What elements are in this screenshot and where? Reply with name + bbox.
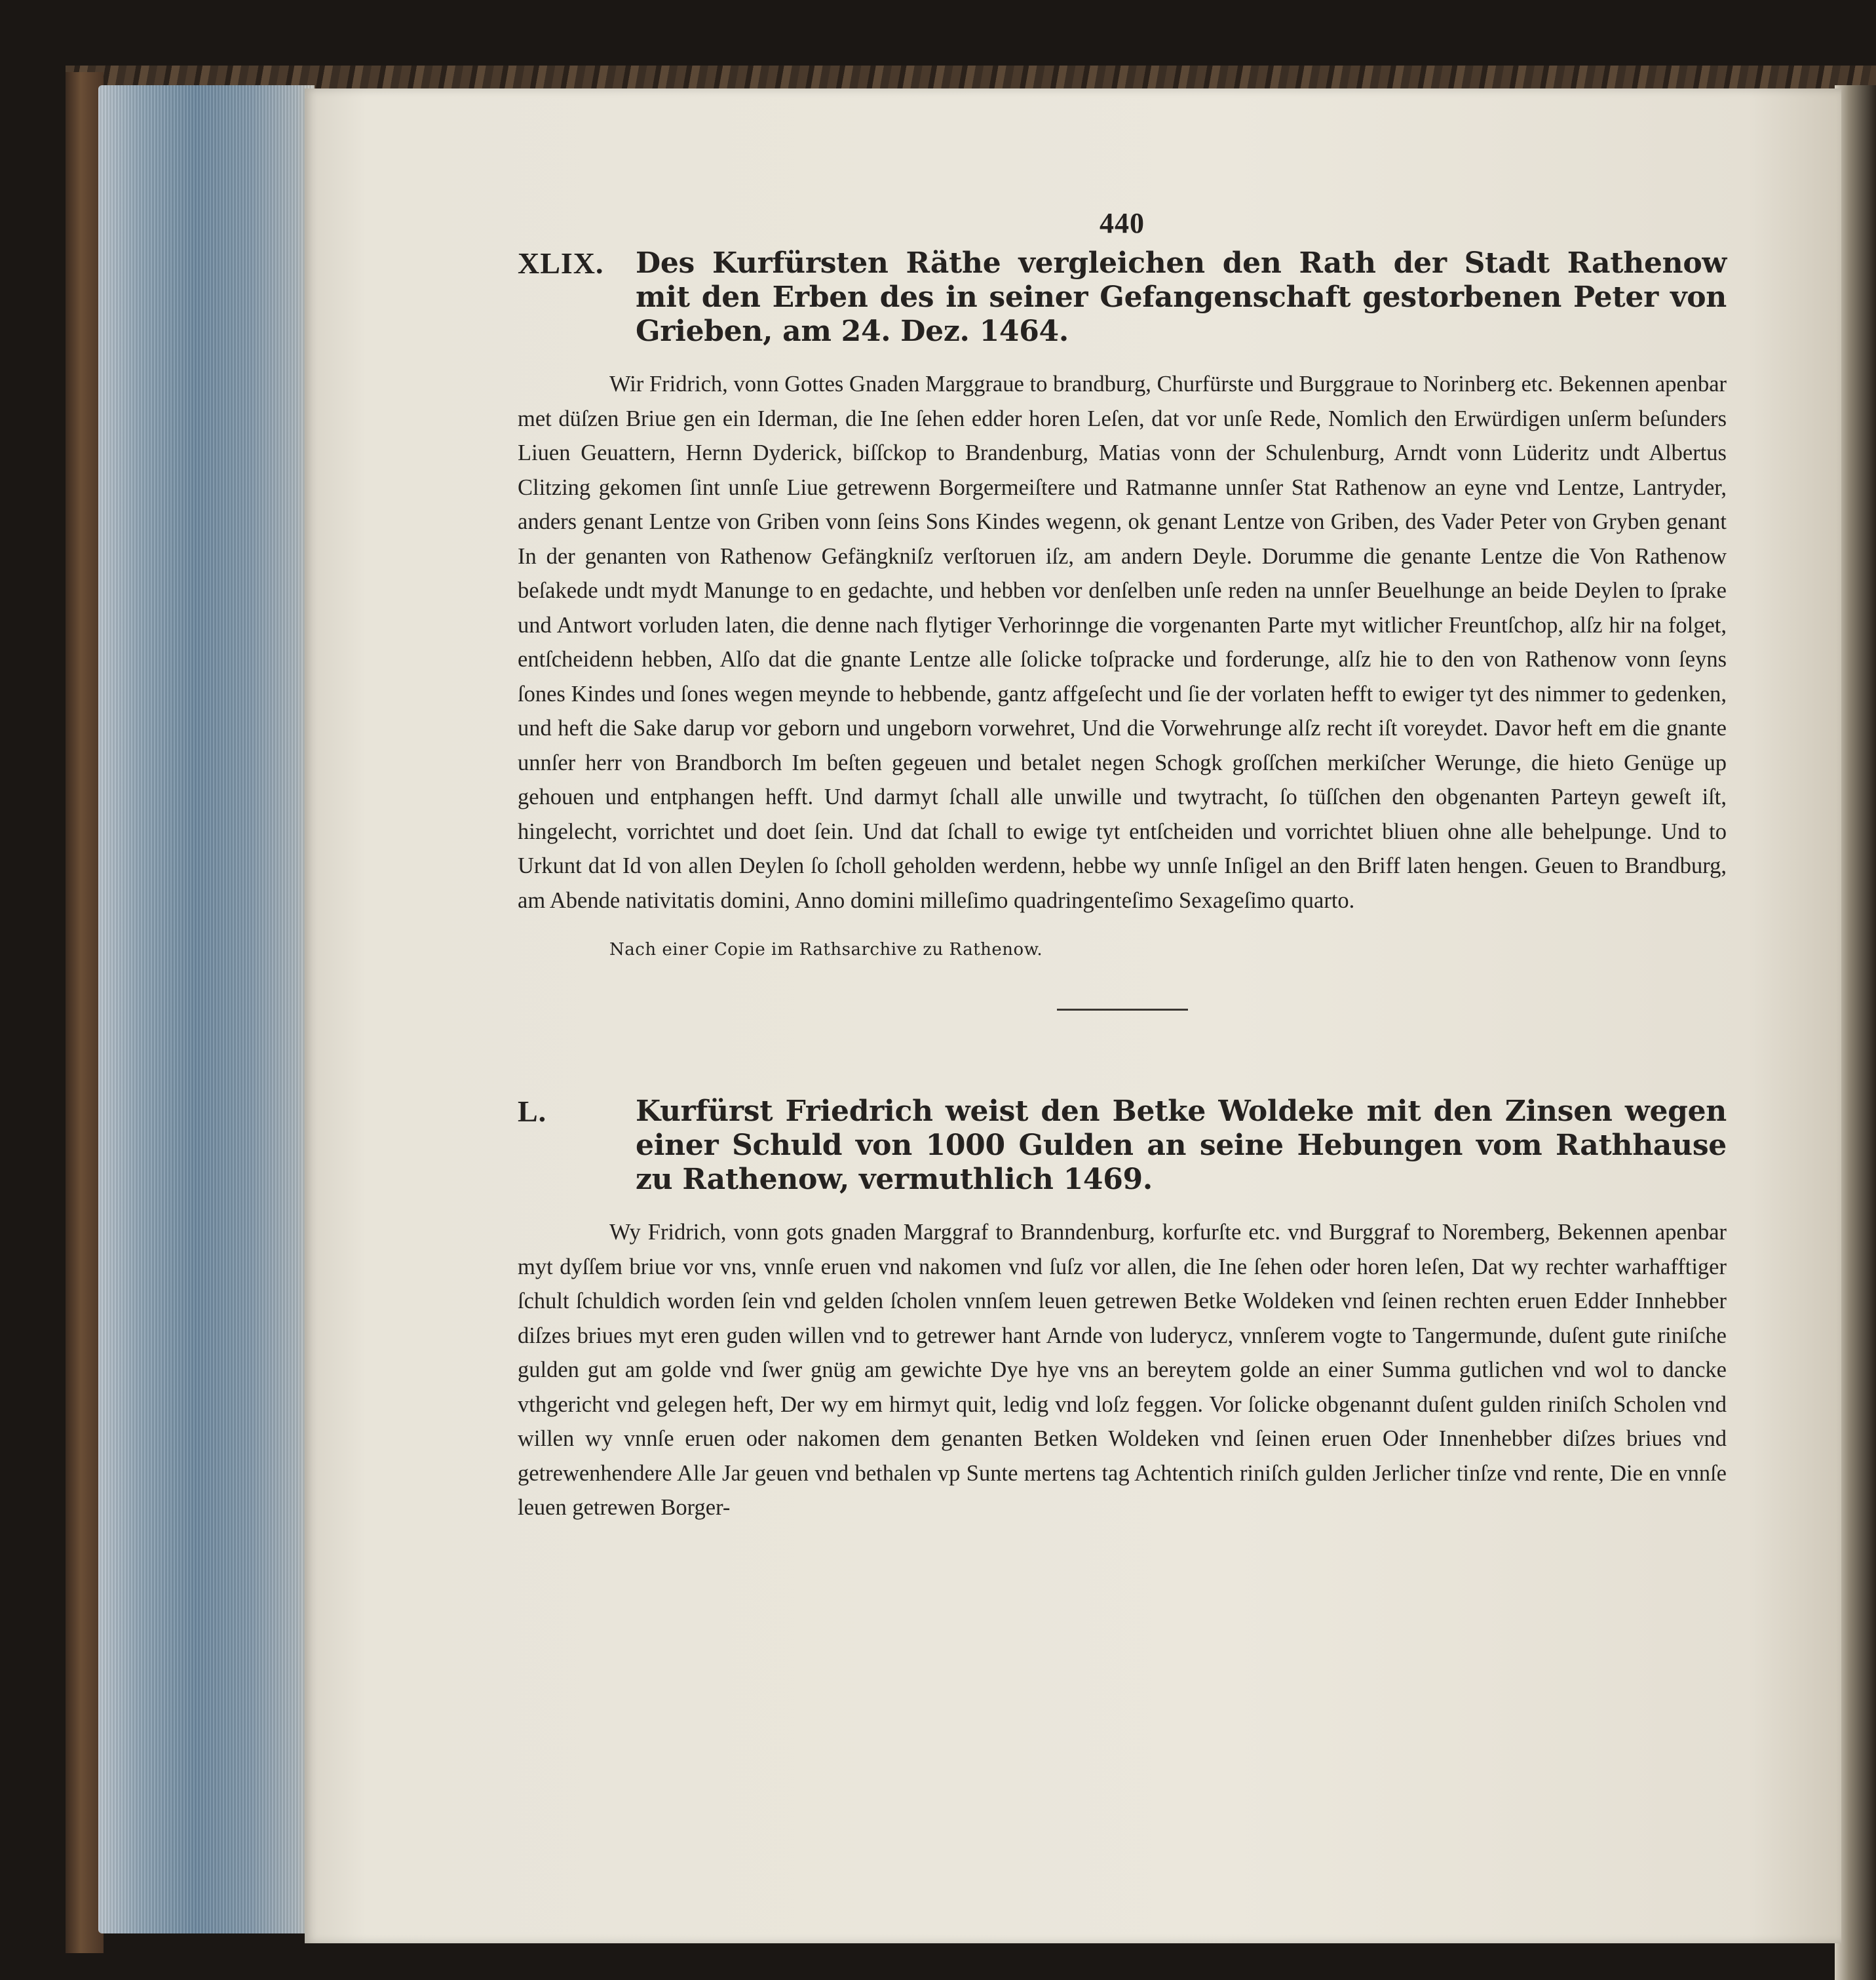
section-heading [518, 246, 1727, 349]
page-number: 440 [1100, 207, 1145, 239]
section-number: XLIX. [518, 246, 604, 280]
page-block-edge [98, 85, 315, 1933]
text-block [518, 206, 1727, 1525]
section-title: Des Kurfürsten Räthe vergleichen den Rath der Stadt Rathenow mit den Erben des in seiner Gefangenschaft gestorbenen Peter von Grieben, am 24. Dez. 1464. [636, 246, 1727, 348]
section-divider [1057, 1009, 1188, 1011]
section-heading [518, 1095, 1727, 1197]
section-body: Wy Fridrich, vonn gots gnaden Marggraf to Branndenburg, korfurſte etc. vnd Burggraf to Noremberg, Bekennen apenbar myt dyſſem briue vor vns, vnnſe eruen vnd nakomen vnd ſuſz vor allen, die Ine ſehen oder horen leſen, Dat wy rechter warhafftiger ſchult ſchuldich worden ſein vnd gelden ſcholen vnnſem leuen getrewen Betke Woldeken vnd ſeinen rechten eruen Edder Innhebber diſzes briues myt eren guden willen vnd to getrewer hant Arnde von luderycz, vnnſerem vogte to Tangermunde, duſent gute riniſche gulden gut am golde vnd ſwer gnüg am gewichte Dye hye vns an bereytem golde an einer Summa gutlichen vnd wol to dancke vthgericht vnd gelegen heft, Der wy em hirmyt quit, ledig vnd loſz feggen. Vor ſolicke obgenannt duſent gulden riniſch Scholen vnd willen wy vnnſe eruen oder nakomen dem genanten Betken Woldeken vnd ſeinen eruen Oder Innenhebber diſzes briues vnd getrewenhendere Alle Jar geuen vnd bethalen vp Sunte mertens tag Achtentich riniſch gulden Jerlicher tinſze vnd rente, Die en vnnſe leuen getrewen Borger- [518, 1220, 1727, 1520]
source-note: Nach einer Copie im Rathsarchive zu Rathenow. [609, 940, 1043, 960]
document-section-l [518, 1095, 1727, 1525]
book-page [305, 88, 1841, 1943]
section-title: Kurfürst Friedrich weist den Betke Woldeke mit den Zinsen wegen einer Schuld von 1000 Gulden an seine Hebungen vom Rathhause zu Rathenow, vermuthlich 1469. [636, 1095, 1727, 1196]
section-body: Wir Fridrich, vonn Gottes Gnaden Marggraue to brandburg, Churfürste und Burggraue to Norinberg etc. Bekennen apenbar met düſzen Briue gen ein Iderman, die Ine ſehen edder horen Leſen, dat vor unſe Rede, Nomlich den Erwürdigen unſerm beſunders Liuen Geuattern, Hernn Dyderick, biſſckop to Brandenburg, Matias vonn der Schulenburg, Arndt vonn Lüderitz undt Albertus Clitzing gekomen ſint unnſe Liue getrewenn Borgermeiſtere und Ratmanne unnſer Stat Rathenow an eyne vnd Lentze, Lantryder, anders genant Lentze von Griben vonn ſeins Sons Kindes wegenn, ok genant Lentze von Griben, des Vader Peter von Gryben genant In der genanten von Rathenow Gefängkniſz verſtoruen iſz, am andern Deyle. Dorumme die genante Lentze die Von Rathenow beſakede undt mydt Manunge to en gedachte, und hebben vor denſelben unſe reden na unnſer Beuelhunge an beide Deylen to ſprake und Antwort vorluden laten, die denne nach flytiger Verhorinnge die vorgenanten Parte myt witlicher Freuntſchop, alſz hir na folget, entſcheidenn hebben, Alſo dat die gnante Lentze alle ſolicke toſpracke und forderunge, alſz hie to den von Rathenow vonn ſeyns ſones Kindes und ſones wegen meynde to hebbende, gantz affgeſecht und ſie der vorlaten hefft to ewiger tyt des nimmer to gedenken, und heft die Sake darup vor geborn und ungeborn vorwehret, Und die Vorwehrunge alſz recht iſt voreydet. Davor heft em die gnante unnſer herr von Brandborch Im beſten gegeuen und betalet negen Schogk groſſchen merkiſcher Werunge, die hieto Genüge up gehouen und entphangen hefft. Und darmyt ſchall alle unwille und twytracht, ſo tüſſchen den obgenanten Parteyn geweſt iſt, hingelecht, vorrichtet und doet ſein. Und dat ſchall to ewige tyt entſcheiden und vorrichtet bliuen ohne alle behelpunge. Und to Urkunt dat Id von allen Deylen ſo ſcholl geholden werdenn, hebbe wy unnſe Inſigel an den Briff laten hengen. Geuen to Brandburg, am Abende nativitatis domini, Anno domini milleſimo quadringenteſimo Sexageſimo quarto. [518, 372, 1727, 913]
document-section-xlix [518, 246, 1727, 960]
section-number: L. [518, 1095, 547, 1128]
